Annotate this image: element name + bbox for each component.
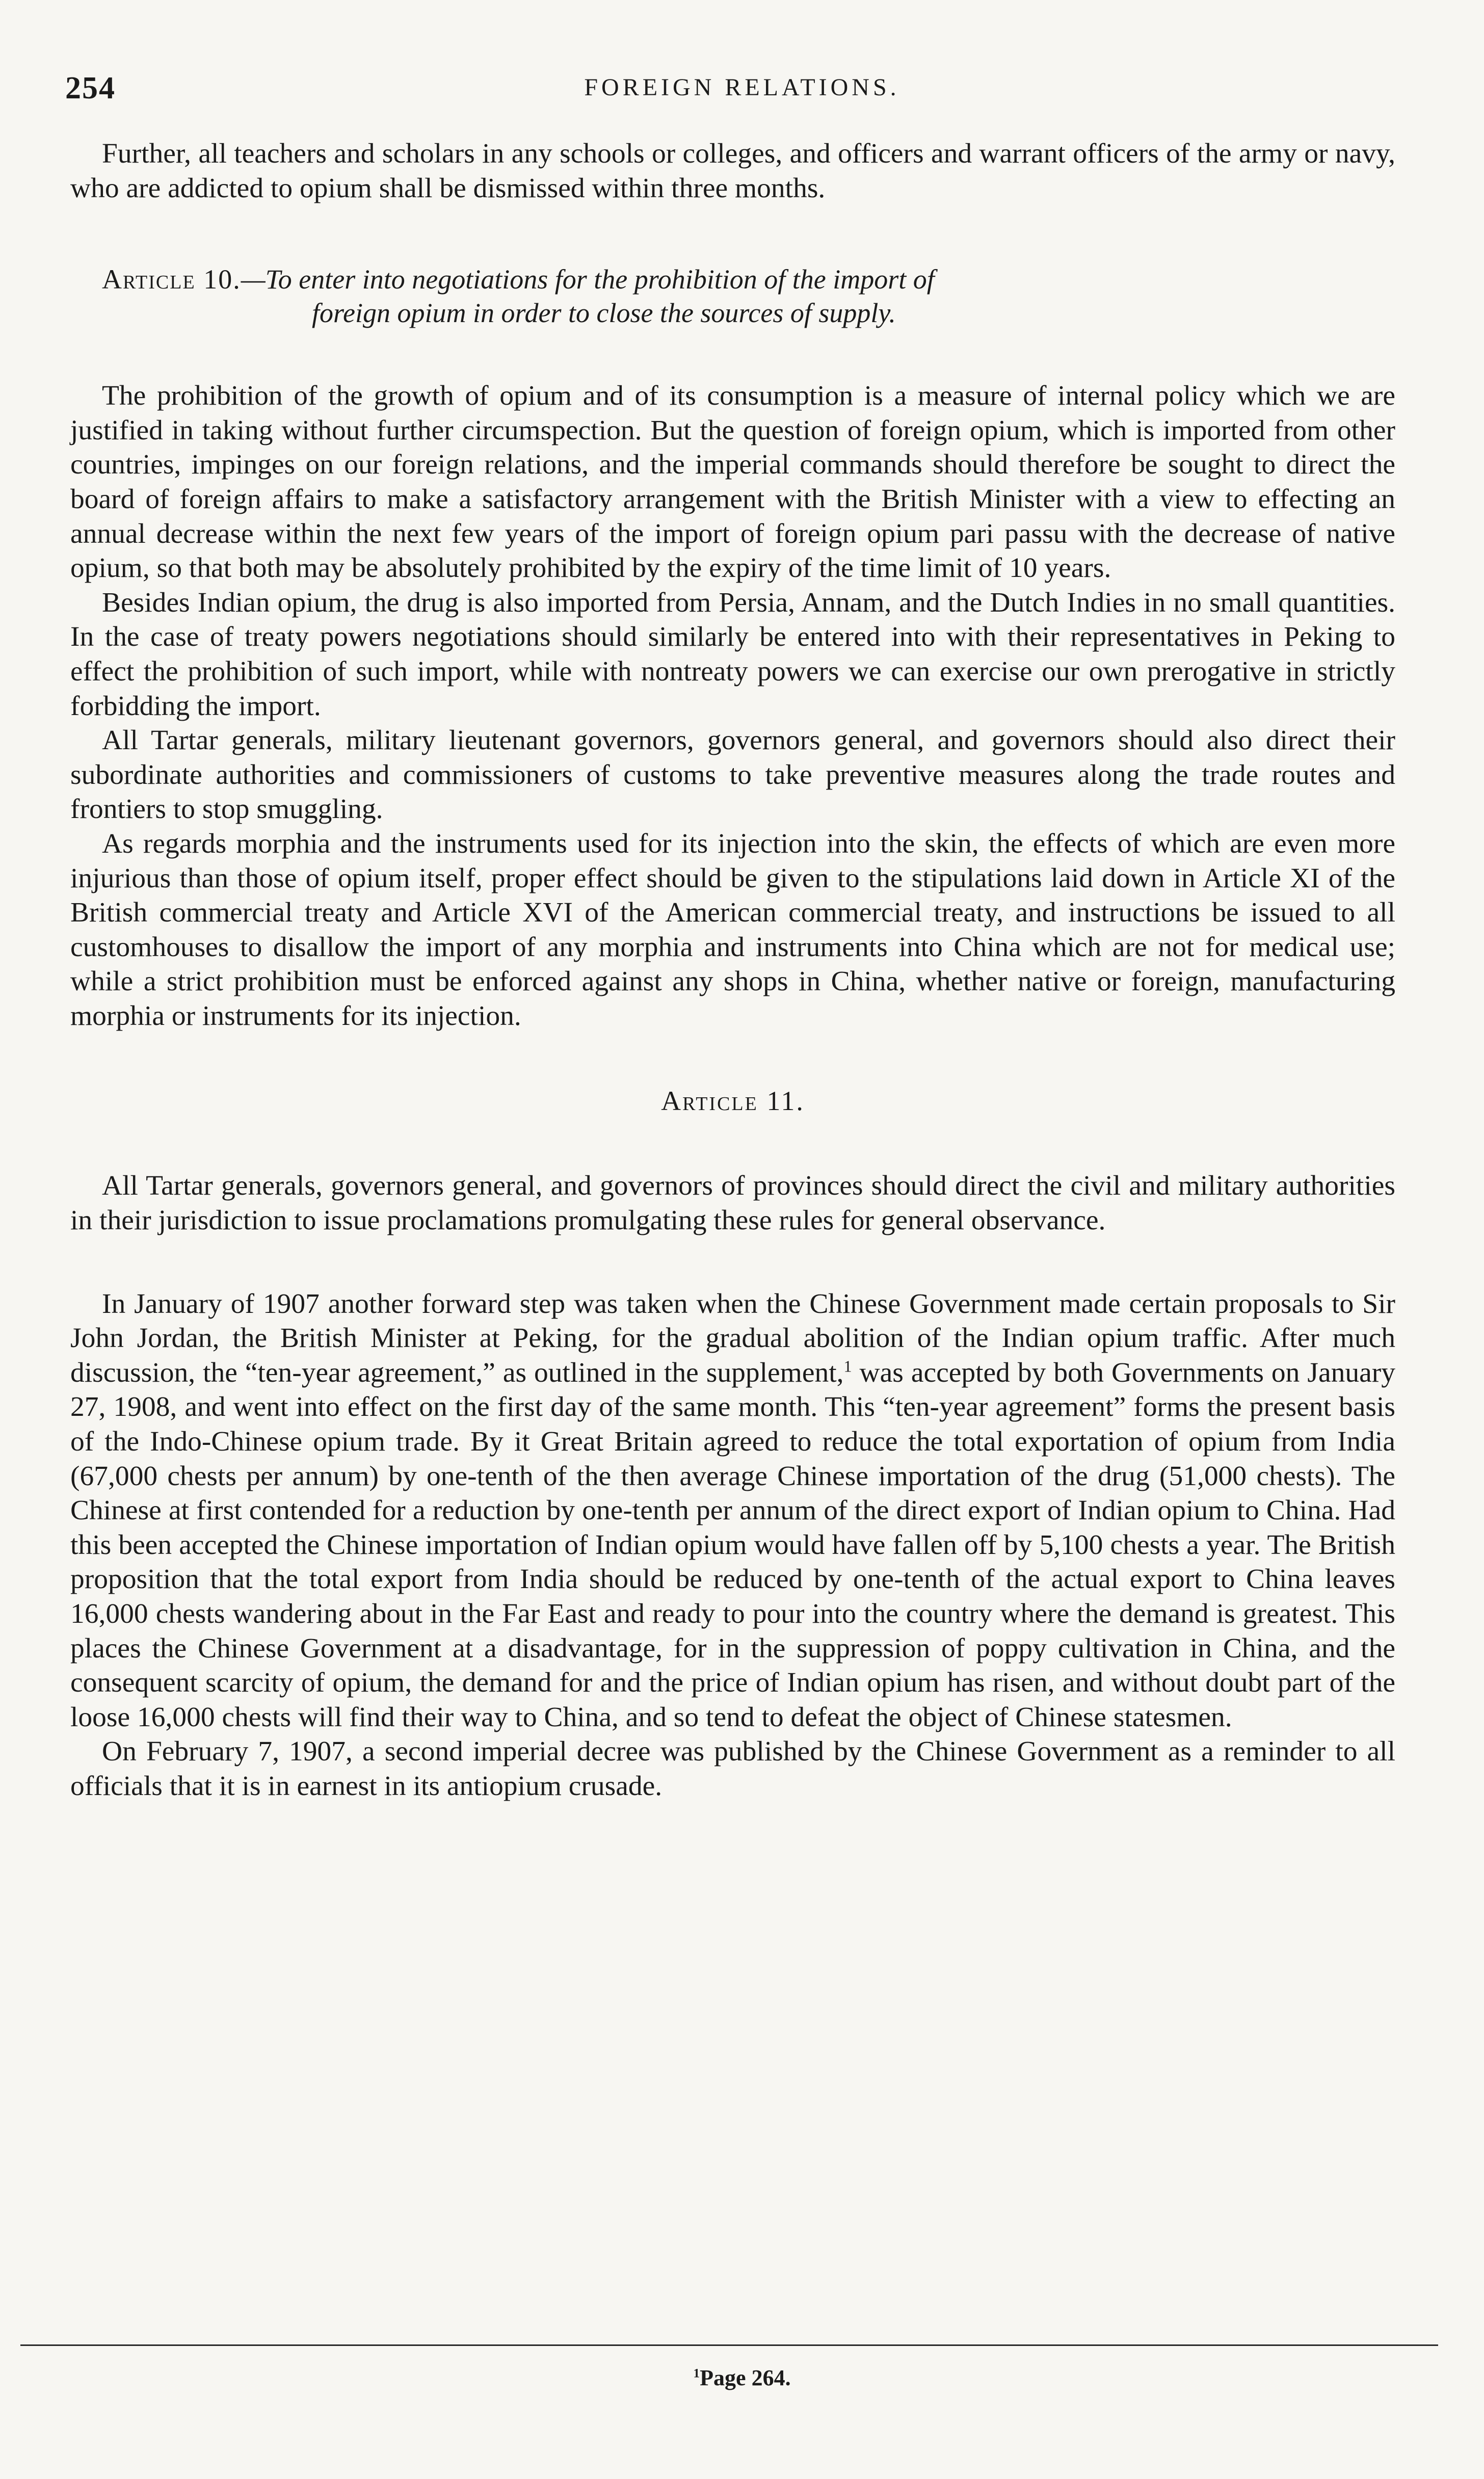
page-body bbox=[70, 137, 1395, 1804]
article-10-heading bbox=[70, 262, 1395, 330]
paragraph-other-sources: Besides Indian opium, the drug is also imported from Persia, Annam, and the Dutch Indies in no small quantities. In the case of treaty powers negotiations should similarly be entered into with their representatives in Peking to effect the prohibition of such import, while with nontreaty powers we can exercise our own prerogative in strictly forbidding the import. bbox=[70, 587, 1395, 722]
footnote-mark: 1 bbox=[693, 2365, 700, 2381]
section-gap bbox=[70, 1238, 1395, 1287]
footnote-rule bbox=[20, 2344, 1438, 2346]
paragraph-dismissal: Further, all teachers and scholars in any schools or colleges, and officers and warrant officers of the army or navy, who are addicted to opium shall be dismissed within three months. bbox=[70, 138, 1395, 204]
running-head: FOREIGN RELATIONS. bbox=[584, 74, 900, 101]
footnote bbox=[0, 2365, 1484, 2391]
paragraph-ten-year-agreement bbox=[70, 1287, 1395, 1735]
article-10-label: Article 10. bbox=[102, 264, 241, 295]
paragraph-smuggling: All Tartar generals, military lieutenant governors, governors general, and governors should also direct their subordinate authorities and commissioners of customs to take preventive measures along the trade routes and frontiers to stop smuggling. bbox=[70, 725, 1395, 825]
footnote-text: Page 264. bbox=[700, 2365, 791, 2390]
page-header bbox=[65, 70, 1419, 116]
article-10-title-line2: foreign opium in order to close the sources of supply. bbox=[312, 298, 896, 329]
article-11-heading: Article 11. bbox=[661, 1086, 805, 1117]
text-after-note: was accepted by both Governments on January 27, 1908, and went into effect on the first day of the same month. This “ten-year agreement” forms the present basis of the Indo-Chinese opium trade. By it Great Britain agreed to reduce the total exportation of opium from India (67,000 chests per annum) by one-tenth of the then average Chinese importation of the drug (51,000 chests). The Chinese at first contended for a reduction by one-tenth per annum of the direct export of Indian opium to China. Had this been accepted the Chinese importation of Indian opium would have fallen off by 5,100 chests a year. The British proposition that the total export from India should be reduced by one-tenth of the actual export to China leaves 16,000 chests wandering about in the Far East and ready to pour into the country where the demand is greatest. This places the Chinese Government at a disadvantage, for in the suppression of poppy cultivation in China, and the consequent scarcity of opium, the demand for and the price of Indian opium has risen, and without doubt part of the loose 16,000 chests will find their way to China, and so tend to defeat the object of Chinese statesmen. bbox=[70, 1357, 1395, 1733]
paragraph-second-decree: On February 7, 1907, a second imperial decree was published by the Chinese Government as a reminder to all officials that it is in earnest in its antiopium crusade. bbox=[70, 1736, 1395, 1802]
article-10-title-line1: —To enter into negotiations for the prohibition of the import of bbox=[241, 264, 935, 295]
page-number: 254 bbox=[65, 71, 116, 106]
paragraph-morphia: As regards morphia and the instruments used for its injection into the skin, the effects of which are even more injurious than those of opium itself, proper effect should be given to the stipulations laid down in Article XI of the British commercial treaty and Article XVI of the American commercial treaty, and instructions be issued to all customhouses to disallow the import of any morphia and instruments into China which are not for medical use; while a strict prohibition must be enforced against any shops in China, whether native or foreign, manufacturing morphia or instruments for its injection. bbox=[70, 828, 1395, 1032]
footnote-reference: 1 bbox=[843, 1357, 852, 1376]
text-before-note: In January of 1907 another forward step was taken when the Chinese Government made certain proposals to Sir John Jordan, the British Minister at Peking, for the gradual abolition of the Indian opium traffic. After much discussion, the “ten-year agreement,” as outlined in the supplement, bbox=[70, 1288, 1395, 1388]
paragraph-proclamations: All Tartar generals, governors general, and governors of provinces should direct the civil and military authorities in their jurisdiction to issue proclamations promulgating these rules for general observance. bbox=[70, 1170, 1395, 1236]
paragraph-prohibition: The prohibition of the growth of opium and of its consumption is a measure of internal policy which we are justified in taking without further circumspection. But the question of foreign opium, which is imported from other countries, impinges on our foreign relations, and the imperial commands should therefore be sought to direct the board of foreign affairs to make a satisfactory arrangement with the British Minister with a view to effecting an annual decrease within the next few years of the import of foreign opium pari passu with the decrease of native opium, so that both may be absolutely prohibited by the expiry of the time limit of 10 years. bbox=[70, 380, 1395, 584]
